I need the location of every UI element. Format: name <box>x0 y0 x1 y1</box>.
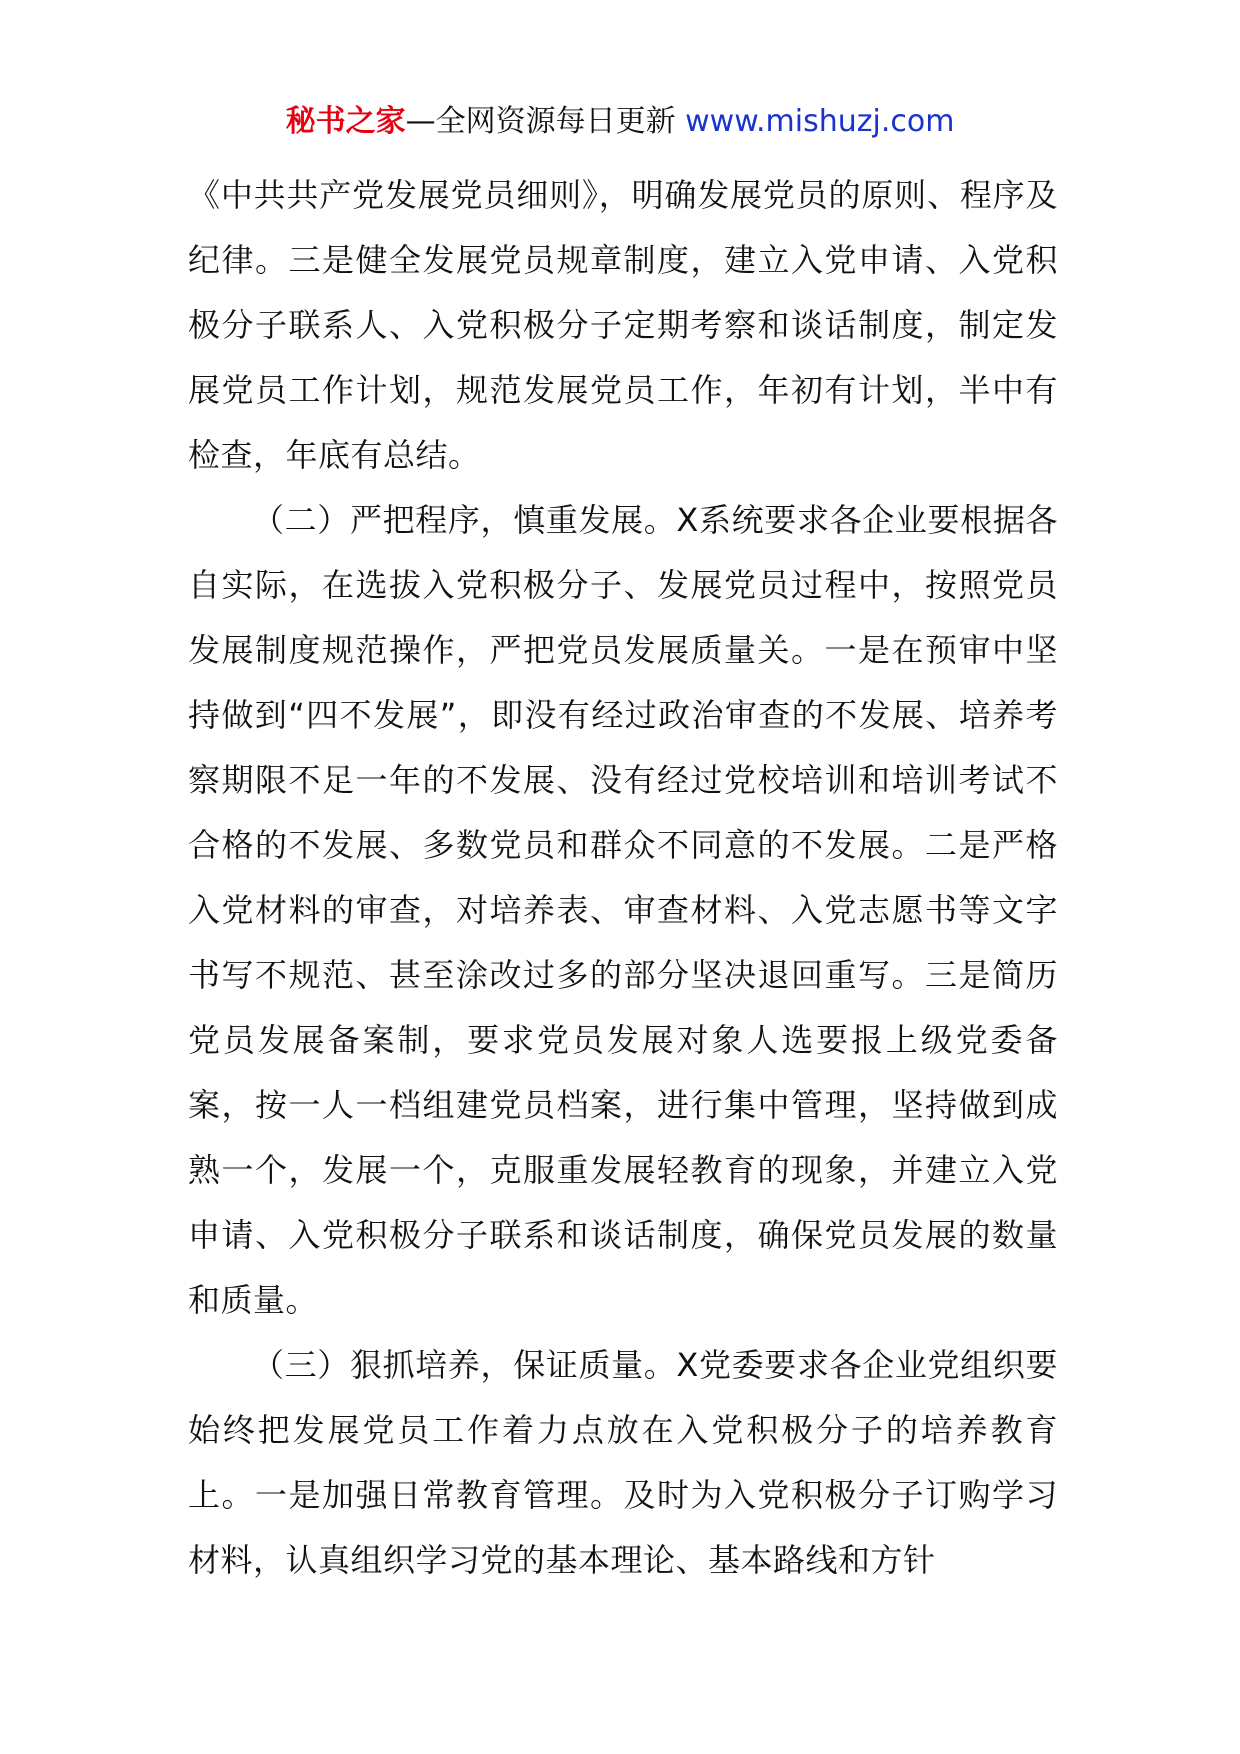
paragraph-2: （二）严把程序，慎重发展。X系统要求各企业要根据各自实际，在选拔入党积极分子、发展党员过程中，按照党员发展制度规范操作，严把党员发展质量关。一是在预审中坚持做到“四不发展”，即没有经过政治审查的不发展、培养考察期限不足一年的不发展、没有经过党校培训和培训考试不合格的不发展、多数党员和群众不同意的不发展。二是严格入党材料的审查，对培养表、审查材料、入党志愿书等文字书写不规范、甚至涂改过多的部分坚决退回重写。三是简历党员发展备案制，要求党员发展对象人选要报上级党委备案，按一人一档组建党员档案，进行集中管理，坚持做到成熟一个，发展一个，克服重发展轻教育的现象，并建立入党申请、入党积极分子联系和谈话制度，确保党员发展的数量和质量。 <box>188 501 1058 1319</box>
header-site-link[interactable]: www.mishuzj.com <box>685 104 955 139</box>
document-body <box>188 163 1058 1593</box>
paragraph-3: （三）狠抓培养，保证质量。X党委要求各企业党组织要始终把发展党员工作着力点放在入党积极分子的培养教育上。一是加强日常教育管理。及时为入党积极分子订购学习材料，认真组织学习党的基本理论、基本路线和方针 <box>188 1346 1058 1579</box>
page-header <box>0 100 1240 144</box>
paragraph-1: 《中共共产党发展党员细则》，明确发展党员的原则、程序及纪律。三是健全发展党员规章制度，建立入党申请、入党积极分子联系人、入党积极分子定期考察和谈话制度，制定发展党员工作计划，规范发展党员工作，年初有计划，半中有检查，年底有总结。 <box>188 176 1058 474</box>
header-slogan: —全网资源每日更新 <box>405 104 676 139</box>
header-brand: 秘书之家 <box>285 104 406 139</box>
